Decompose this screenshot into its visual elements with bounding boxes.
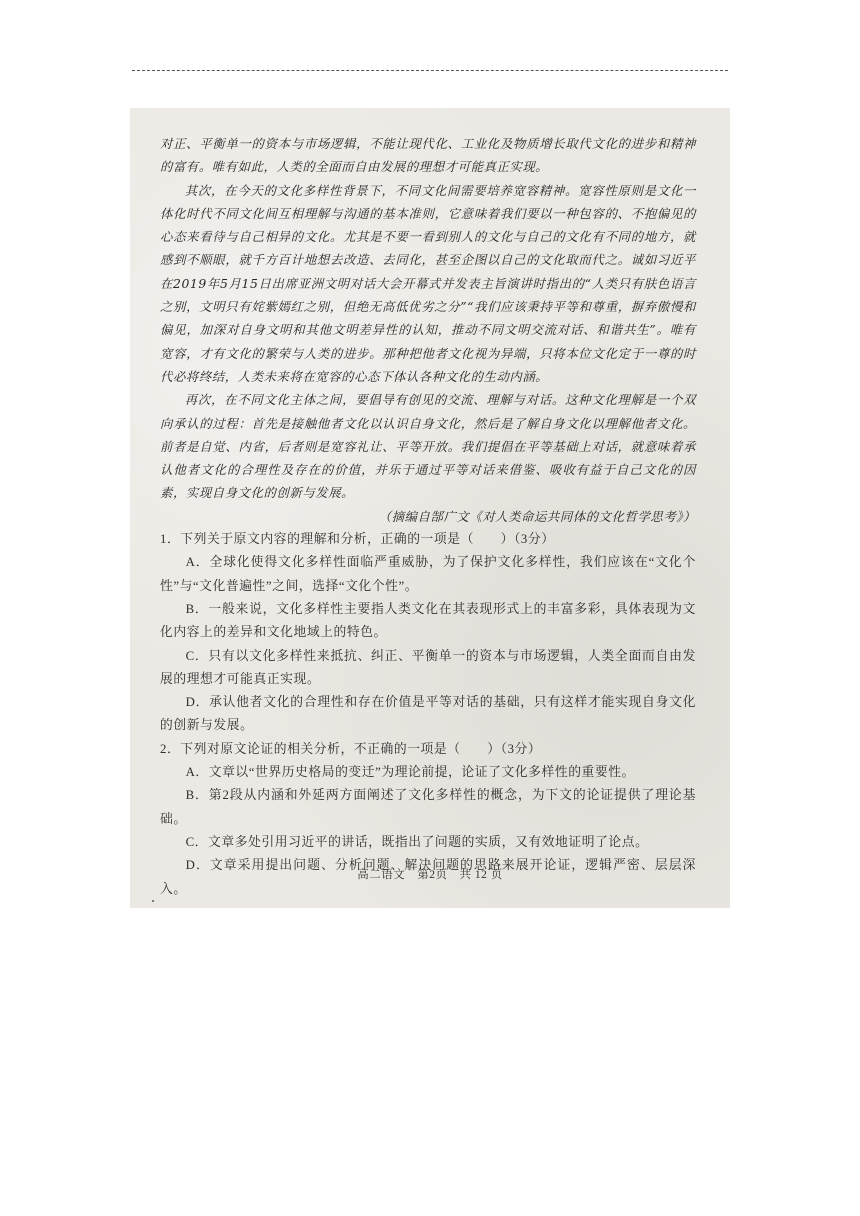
question-1-option-c: C．只有以文化多样性来抵抗、纠正、平衡单一的资本与市场逻辑，人类全面而自由发展的理想才可能真正实现。 — [160, 648, 696, 686]
passage-source-citation: （摘编自郜广文《对人类命运共同体的文化哲学思考》） — [378, 508, 696, 524]
question-1-option-d: D．承认他者文化的合理性和存在价值是平等对话的基础，只有这样才能实现自身文化的创新与发展。 — [160, 695, 696, 733]
scan-speck — [152, 900, 154, 902]
question-2-option-b: B．第2段从内涵和外延两方面阐述了文化多样性的概念，为下文的论证提供了理论基础。 — [160, 788, 696, 826]
question-2-option-c: C．文章多处引用习近平的讲话，既指出了问题的实质，又有效地证明了论点。 — [185, 834, 649, 849]
passage-paragraph-1: 对正、平衡单一的资本与市场逻辑，不能让现代化、工业化及物质增长取代文化的进步和精神的富有。唯有如此，人类的全面而自由发展的理想才可能真正实现。 — [160, 136, 696, 175]
question-1-option-a: A．全球化使得文化多样性面临严重威胁，为了保护文化多样性，我们应该在“文化个性”与“文化普遍性”之间，选择“文化个性”。 — [160, 555, 696, 593]
question-2-option-a: A．文章以“世界历史格局的变迁”为理论前提，论证了文化多样性的重要性。 — [185, 765, 635, 780]
passage-paragraph-3: 再次，在不同文化主体之间，要倡导有创见的交流、理解与对话。这种文化理解是一个双向承认的过程：首先是接触他者文化以认识自身文化，然后是了解自身文化以理解他者文化。前者是自觉、内省，后者则是宽容礼让、平等开放。我们提倡在平等基础上对话，就意味着承认他者文化的合理性及存在的价值，并乐于通过平等对话来借鉴、吸收有益于自己文化的因素，实现自身文化的创新与发展。 — [160, 392, 696, 501]
question-2-option-d: D．文章采用提出问题、分析问题、解决问题的思路来展开论证，逻辑严密、层层深入。 — [160, 858, 696, 896]
question-1-option-b: B．一般来说，文化多样性主要指人类文化在其表现形式上的丰富多彩，具体表现为文化内容上的差异和文化地域上的特色。 — [160, 601, 696, 640]
page-footer: 高二语文 第2页 共 12 页 — [357, 869, 503, 881]
passage-paragraph-2: 其次，在今天的文化多样性背景下，不同文化间需要培养宽容精神。宽容性原则是文化一体化时代不同文化间互相理解与沟通的基本准则，它意味着我们要以一种包容的、不抱偏见的心态来看待与自己相异的文化。尤其是不要一看到别人的文化与自己的文化有不同的地方，就感到不顺眼，就千方百计地想去改造、去同化，甚至企图以自己的文化取而代之。诚如习近平在2019年5月15日出席亚洲文明对话大会开幕式并发表主旨演讲时指出的“人类只有肤色语言之别，文明只有姹紫嫣红之别，但绝无高低优劣之分”“我们应该秉持平等和尊重，摒弃傲慢和偏见，加深对自身文明和其他文明差异性的认知，推动不同文明交流对话、和谐共生”。唯有宽容，才有文化的繁荣与人类的进步。那种把他者文化视为异端，只将本位文化定于一尊的时代必将终结，人类未来将在宽容的心态下体认各种文化的生动内涵。 — [160, 182, 696, 384]
page-top-dashed-rule — [132, 70, 728, 71]
scanned-exam-page — [130, 108, 730, 908]
question-1-stem: 1．下列关于原文内容的理解和分析，正确的一项是（ ）（3分） — [160, 532, 555, 547]
question-2-stem: 2．下列对原文论证的相关分析，不正确的一项是（ ）（3分） — [160, 741, 542, 756]
